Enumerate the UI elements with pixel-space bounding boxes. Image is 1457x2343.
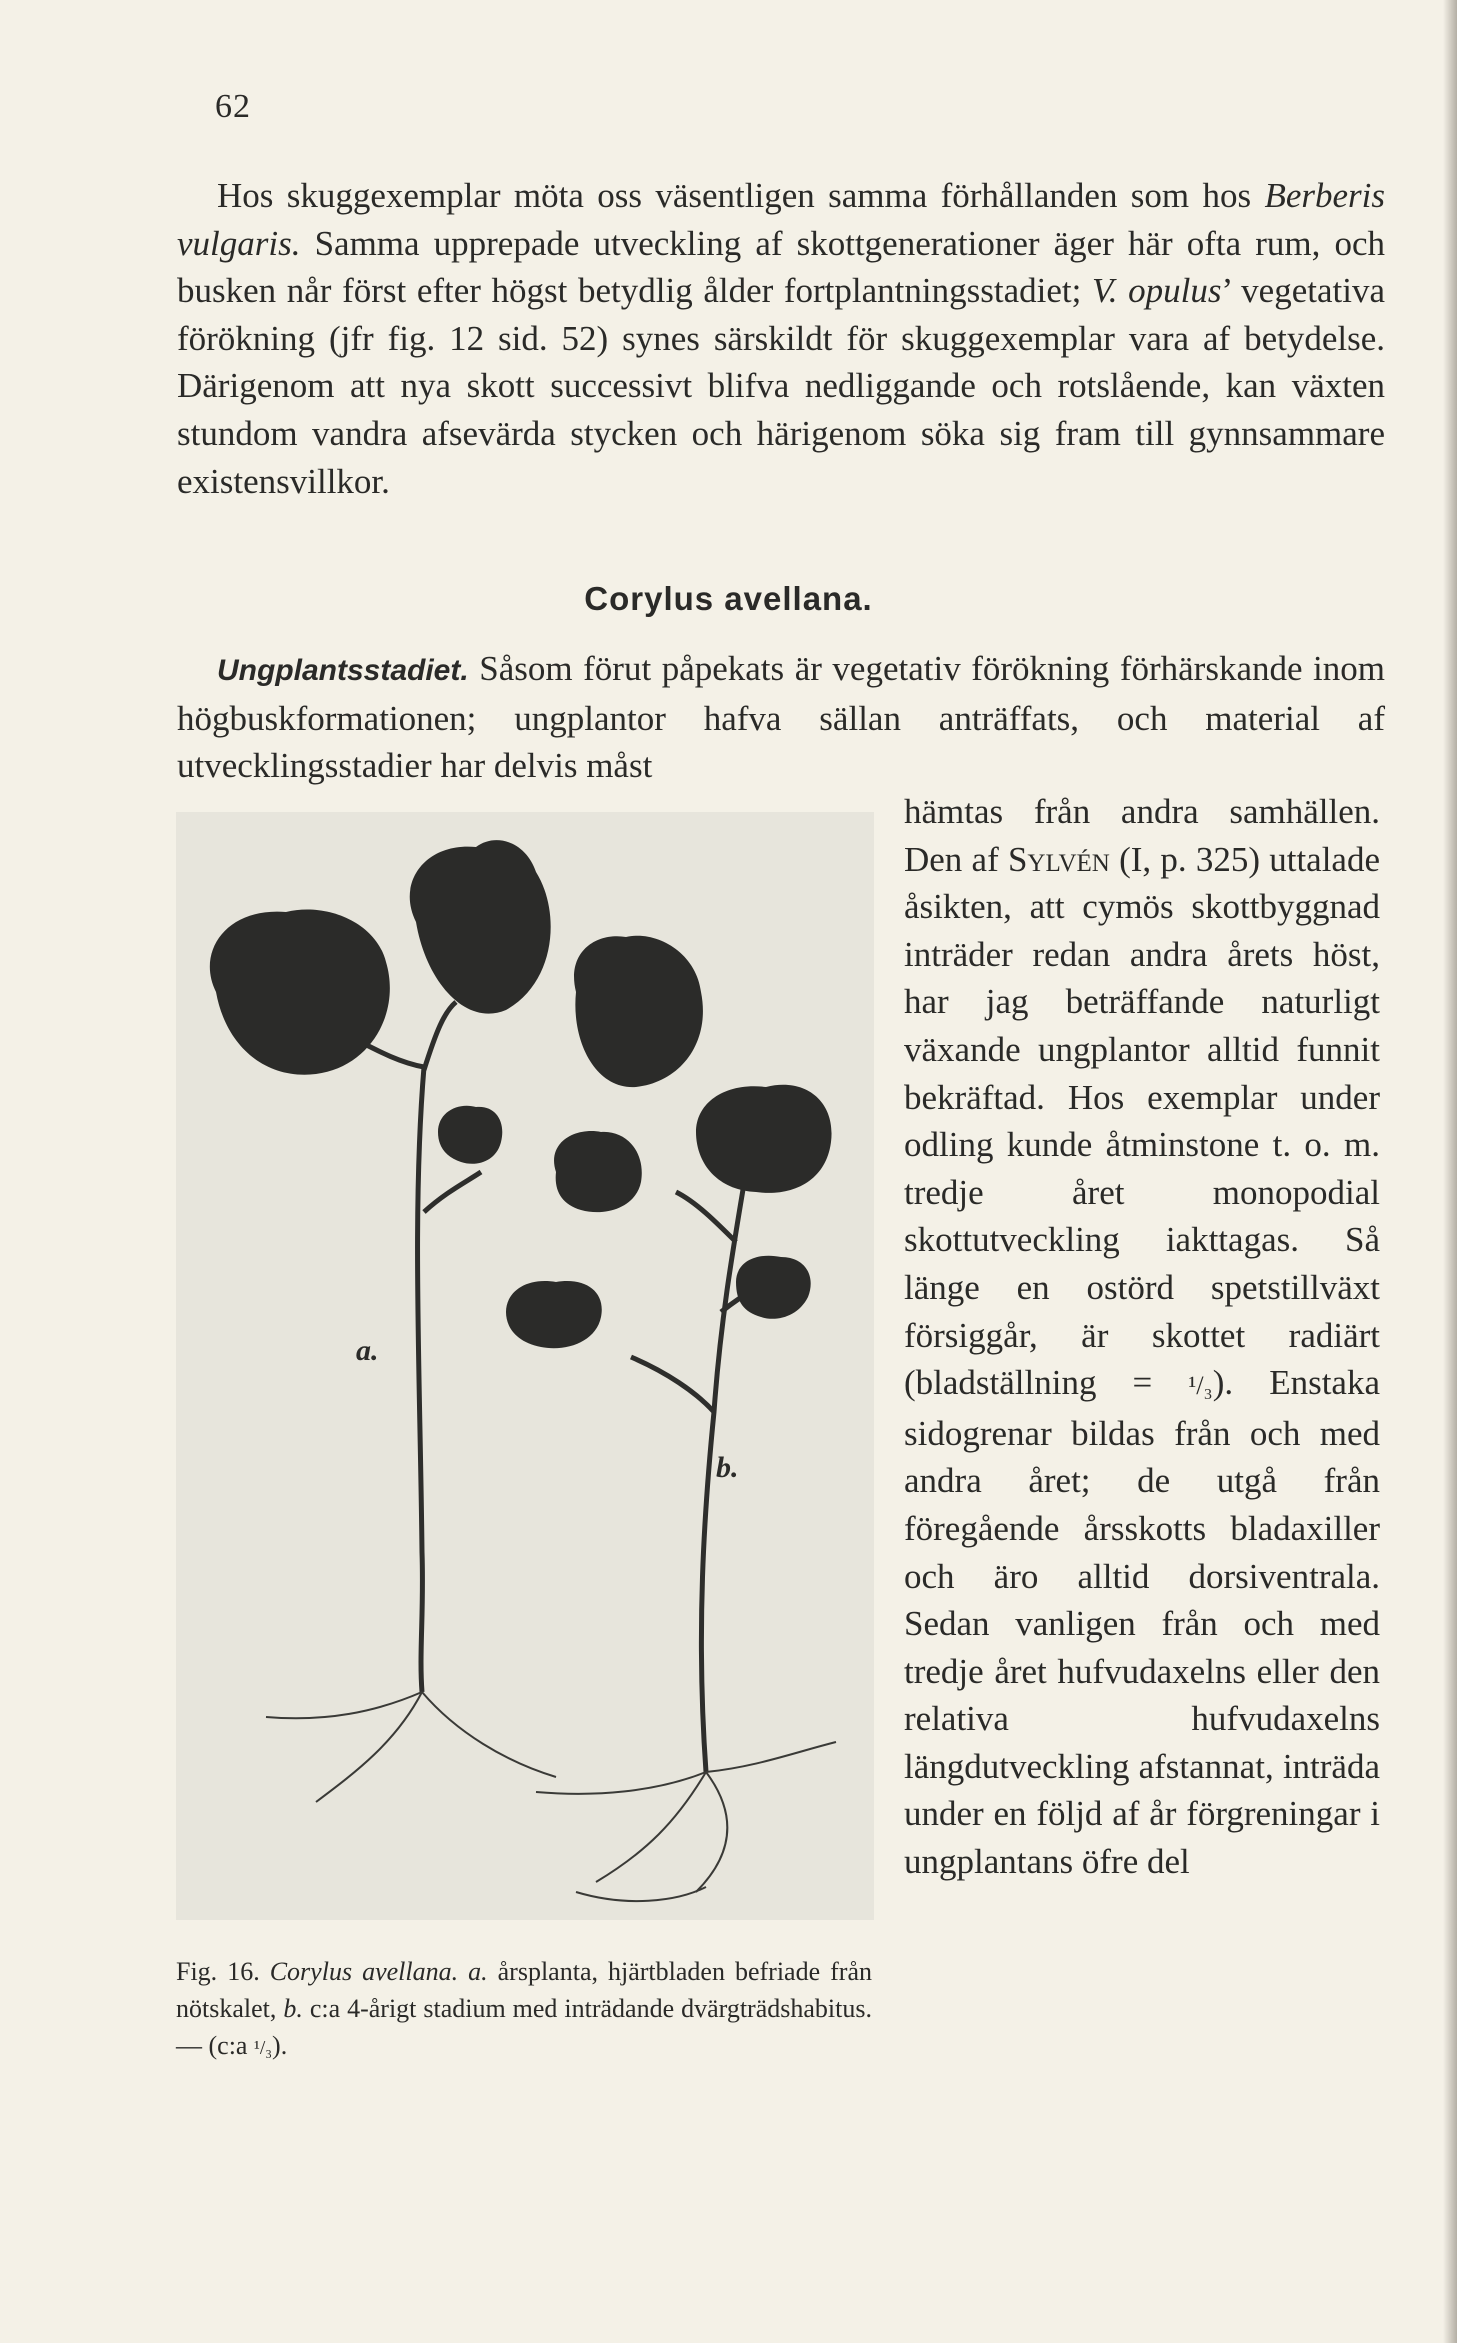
right-text-3: ). Enstaka sidogrenar bildas från och med andra året; de utgå från föregående årsskotts bladaxiller och äro alltid dorsiventrala. Sedan vanligen från och med tredje året hufvudaxelns eller den relativa hufvudaxelns längdutveckling afstannat, inträda under en följd af år förgreningar i ungplantans öfre del [904,1363,1380,1882]
figure-label-a: a. [356,1334,379,1367]
figure-label-b: b. [716,1451,739,1484]
subheading-ungplantsstadiet: Ungplantsstadiet. [217,654,469,687]
caption-text-2: c:a 4-årigt stadium med inträdande dvärgträdshabitus. — (c:a [176,1994,872,2060]
author-sylven: Sylvén [1007,839,1110,879]
paragraph-2 [177,645,1385,790]
paragraph-1 [177,172,1385,505]
caption-a-label: a. [458,1957,488,1986]
para1-species-opulus: V. opulus [1091,271,1222,311]
right-text-1: hämtas från andra samhällen. Den af [904,792,1380,879]
caption-text-3: ). [272,2031,288,2060]
page-number: 62 [215,88,251,125]
right-text-2: (I, p. 325) uttalade åsikten, att cymös skottbyggnad inträder redan andra årets höst, har jag beträffande naturligt växande ungplantor alltid funnit bekräftad. Hos exemplar under odling kunde åtminstone t. o. m. tredje året monopodial skottutveckling iakttagas. Så länge en ostörd spetstillväxt försiggår, är skottet radiärt (bladställning = [904,839,1380,1403]
caption-text-1: årsplanta, hjärtbladen befriade från nötskalet, [176,1957,872,2023]
caption-prefix: Fig. 16. [176,1957,270,1986]
right-column-text [904,788,1380,1886]
para2-text: Såsom förut påpekats är vegetativ förökning förhärskande inom högbuskformationen; ungplantor hafva sällan anträffats, och material af utvecklingsstadier har delvis måst [177,649,1385,786]
para1-text-3: ’ vegetativa förökning (jfr fig. 12 sid. 52) synes särskildt för skuggexemplar vara af betydelse. Därigenom att nya skott successivt blifva nedliggande och rotslående, kan växten stundom vandra afsevärda stycken och härigenom söka sig fram till gynnsammare existensvillkor. [177,271,1385,501]
caption-species: Corylus avellana. [269,1957,459,1986]
page-edge-shadow [1443,0,1457,2343]
caption-fraction: ¹/₃ [253,2038,273,2059]
right-fraction: ¹/₃ [1188,1371,1213,1401]
plant-illustration [176,812,874,1920]
para1-text-1: Hos skuggexemplar möta oss väsentligen samma förhållanden som hos [217,176,1265,215]
section-heading: Corylus avellana. [584,580,873,617]
figure-caption [176,1953,872,2067]
para1-species-berberis: Berberis vulgaris. [177,176,1385,263]
caption-b-label: b. [283,1994,303,2023]
figure-16-photo [176,812,874,1920]
para1-text-2: Samma upprepade utveckling af skottgenerationer äger här ofta rum, och busken når först efter högst betydlig ålder fortplantningsstadiet; [177,223,1385,311]
